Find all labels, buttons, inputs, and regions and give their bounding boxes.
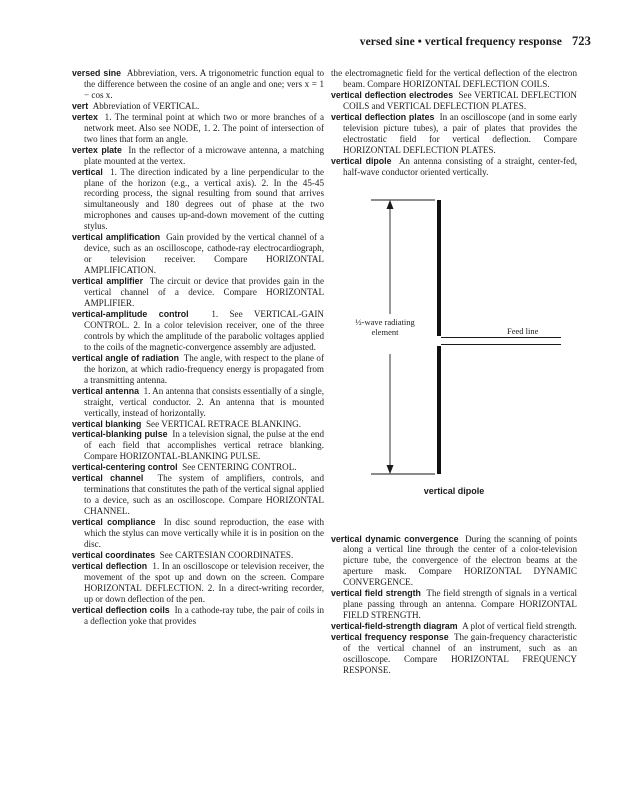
dictionary-entry [72, 386, 324, 419]
entry-definition: In disc sound reproduction, the ease with which the stylus can move vertically while it is in position on the disc. [84, 517, 325, 549]
entry-term: vertical deflection coils [72, 604, 170, 615]
entry-term: vertical dipole [331, 155, 392, 166]
dictionary-entry [72, 517, 324, 550]
entry-definition: Abbreviation of VERTICAL. [92, 100, 200, 111]
dictionary-entry [331, 621, 577, 632]
entry-term: vertical amplifier [72, 276, 143, 287]
entry-definition: the electromagnetic field for the vertical deflection of the electron beam. Compare HORIZONTAL DEFLECTION COILS. [331, 68, 577, 89]
entry-definition: 1. See VERTICAL-GAIN CONTROL. 2. In a color television receiver, one of the three controls by which the amplitude of the parabolic voltages applied to the coils of the magnetic-convergence assembly are adjusted. [84, 308, 324, 352]
dictionary-entry [331, 90, 577, 112]
dictionary-entry [72, 167, 324, 233]
entry-definition: 1. In an oscilloscope or television receiver, the movement of the spot up and down on the screen. Compare HORIZONTAL DEFLECTION. 2. In a direct-writing recorder, up or down deflection of the pen. [84, 560, 324, 604]
running-header [360, 34, 591, 49]
entry-definition: 1. The direction indicated by a line perpendicular to the plane of the horizon (e.g., a vertical axis). 2. In the 45-45 recording process, the signal resulting from sound that arrives simultaneously and 180 degrees out of phase at the two microphones and causes up-and-down movement of the cutting stylus. [84, 166, 325, 232]
entry-term: vertex [72, 111, 98, 122]
entry-term: vertical deflection electrodes [331, 89, 454, 100]
entry-definition: In a cathode-ray tube, the pair of coils in a deflection yoke that provides [84, 604, 324, 626]
entry-definition: In an oscilloscope (and in some early television picture tubes), a pair of plates that provides the electrostatic field for vertical deflection. Compare HORIZONTAL DEFLECTION PLATES. [343, 111, 578, 155]
dictionary-entry [72, 101, 324, 112]
entry-term: vertical [72, 166, 103, 177]
entry-definition: An antenna consisting of a straight, center-fed, half-wave conductor oriented vertically. [343, 155, 578, 177]
dictionary-entry [72, 429, 324, 462]
running-title: versed sine • vertical frequency response [359, 36, 562, 48]
upper-radiator-element [437, 200, 441, 336]
dictionary-entry [72, 353, 324, 386]
figure-caption: vertical dipole [423, 485, 485, 496]
entry-term: vertical-blanking pulse [72, 429, 168, 440]
entry-term: vertical-field-strength diagram [331, 621, 458, 632]
dictionary-entry [72, 112, 324, 145]
entry-term: vertical-centering control [72, 462, 178, 473]
dimension-arrowhead-up [387, 200, 394, 209]
dictionary-entry [72, 276, 324, 309]
dictionary-entry [72, 309, 324, 353]
dictionary-entry [72, 68, 324, 101]
entry-term: vertical angle of radiation [72, 352, 179, 363]
entry-term: vertical compliance [72, 517, 156, 528]
dictionary-entry [72, 605, 324, 627]
half-wave-element-label: ½-wave radiating element [355, 316, 415, 337]
entry-definition: Gain provided by the vertical channel of a device, such as an oscilloscope, cathode-ray electrocardiograph, or television receiver. Compare HORIZONTAL AMPLIFICATION. [84, 232, 325, 276]
vertical-dipole-figure [331, 186, 577, 534]
entry-definition: During the scanning of points along a vertical line through the center of a color-television picture tube, the convergence of the electron beams at the aperture mask. Compare HORIZONTAL DYNAMIC CONVERGENCE. [343, 533, 577, 588]
dictionary-entry-continued [331, 68, 577, 90]
entry-definition: In a television signal, the pulse at the end of each field that accomplishes vertical retrace blanking. Compare HORIZONTAL-BLANKING PULSE. [84, 429, 325, 462]
page-number: 723 [571, 34, 591, 48]
entry-term: vertex plate [72, 144, 122, 155]
dictionary-entry [72, 473, 324, 517]
dictionary-entry [72, 462, 324, 473]
entry-definition: Abbreviation, vers. A trigonometric function equal to the difference between the cosine of an angle and one; vers x = 1 − cos x. [84, 68, 325, 100]
dictionary-entry [72, 550, 324, 561]
entry-definition: See CENTERING CONTROL. [182, 462, 297, 473]
entry-term: vertical coordinates [72, 549, 156, 560]
entry-definition: See VERTICAL RETRACE BLANKING. [145, 418, 302, 429]
entry-term: vertical field strength [331, 588, 421, 599]
dimension-arrowhead-down [387, 465, 394, 474]
entry-term: vertical antenna [72, 385, 139, 396]
dictionary-entry [331, 588, 577, 621]
lower-radiator-element [437, 346, 441, 474]
entry-definition: See CARTESIAN COORDINATES. [159, 549, 294, 560]
vertical-dipole-diagram [331, 186, 577, 534]
dictionary-entry [331, 156, 577, 178]
entry-term: vertical dynamic convergence [331, 533, 459, 544]
entry-term: vertical channel [72, 473, 144, 484]
entry-definition: The system of amplifiers, controls, and terminations that constitutes the path of the vertical signal applied to a device, such as an oscilloscope. Compare HORIZONTAL CHANNEL. [84, 473, 325, 517]
entry-term: vert [72, 100, 89, 111]
entry-definition: In the reflector of a microwave antenna, a matching plate mounted at the vertex. [84, 144, 325, 166]
entry-term: vertical frequency response [331, 632, 449, 643]
entry-term: vertical deflection [72, 560, 148, 571]
dictionary-entry [72, 232, 324, 276]
left-column [72, 68, 324, 627]
entry-term: versed sine [72, 68, 122, 78]
entry-definition: The circuit or device that provides gain in the vertical channel of a device. Compare HORIZONTAL AMPLIFIER. [84, 276, 325, 309]
entry-definition: The gain-frequency characteristic of the vertical channel of an instrument, such as an oscilloscope. Compare HORIZONTAL FREQUENCY RESPONSE. [343, 632, 577, 675]
entry-definition: The field strength of signals in a vertical plane passing through an antenna. Compare HORIZONTAL FIELD STRENGTH. [343, 588, 577, 621]
dictionary-entry [72, 419, 324, 430]
entry-definition: The angle, with respect to the plane of the horizon, at which radio-frequency energy is propagated from a transmitting antenna. [84, 352, 325, 385]
entry-term: vertical blanking [72, 418, 142, 429]
entry-term: vertical-amplitude control [72, 308, 189, 319]
feed-line-label: Feed line [507, 325, 539, 336]
entry-definition: 1. The terminal point at which two or more branches of a network meet. Also see NODE, 1. 2. The point of intersection of two lines that form an angle. [84, 111, 324, 144]
dictionary-entry [331, 534, 577, 589]
entry-definition: A plot of vertical field strength. [462, 621, 577, 632]
entry-term: vertical deflection plates [331, 111, 435, 122]
dictionary-entry [331, 632, 577, 676]
entry-definition: 1. An antenna that consists essentially of a single, straight, vertical conductor. 2. An antenna that is mounted vertically, instead of horizontally. [84, 385, 325, 418]
dictionary-entry [331, 112, 577, 156]
dictionary-entry [72, 145, 324, 167]
dictionary-entry [72, 561, 324, 605]
entry-term: vertical amplification [72, 232, 161, 243]
right-column [331, 68, 577, 676]
entry-definition: See VERTICAL DEFLECTION COILS and VERTICAL DEFLECTION PLATES. [343, 89, 577, 111]
